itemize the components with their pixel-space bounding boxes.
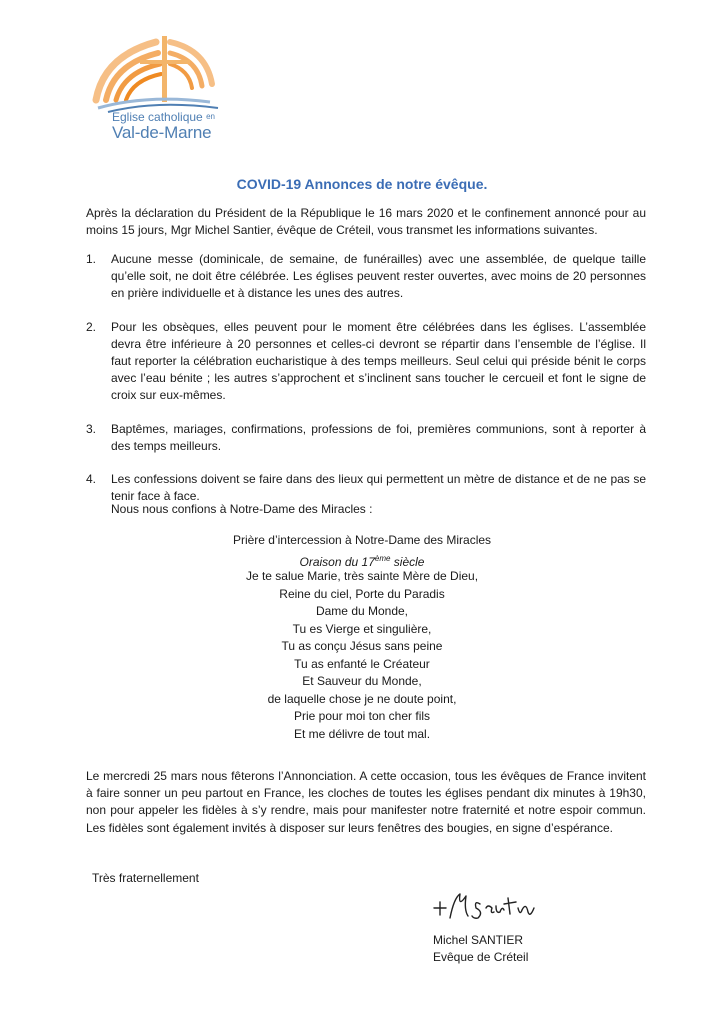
list-item — [86, 251, 646, 303]
list-item — [86, 421, 646, 455]
list-item — [86, 319, 646, 405]
logo-wordmark — [112, 111, 215, 141]
prayer-line: Dame du Monde, — [315, 604, 409, 618]
confions-line: Nous nous confions à Notre-Dame des Miracles : — [111, 502, 373, 516]
signoff: Très fraternellement — [92, 871, 199, 885]
prayer-line: Je te salue Marie, très sainte Mère de Dieu, — [245, 569, 479, 583]
document-title: COVID-19 Annonces de notre évêque. — [236, 176, 488, 192]
intro-paragraph: Après la déclaration du Président de la République le 16 mars 2020 et le confinement annoncé pour au moins 15 jours, Mgr Michel Santier, évêque de Créteil, vous transmet les informations suivantes. — [86, 206, 646, 237]
diocese-logo — [78, 28, 228, 140]
instructions-list — [86, 251, 646, 505]
list-number: 2. — [86, 319, 97, 334]
prayer-heading: Prière d’intercession à Notre-Dame des Miracles — [232, 533, 492, 547]
prayer-sub-sup: ème — [374, 553, 391, 563]
prayer-line: Reine du ciel, Porte du Paradis — [279, 586, 445, 601]
prayer-line: Et Sauveur du Monde, — [302, 674, 422, 688]
list-text: Aucune messe (dominicale, de semaine, de funérailles) avec une assemblée, de quelque taille qu’elle soit, ne doit être célébrée. Les églises peuvent rester ouvertes, avec moins de 20 personnes en prière individuelle et à distance les unes des autres. — [111, 252, 646, 301]
handwritten-signature-icon — [430, 888, 540, 924]
list-number: 3. — [86, 421, 97, 436]
prayer-sub-suffix: siècle — [390, 554, 425, 569]
prayer-text — [0, 568, 724, 743]
prayer-line: Tu as conçu Jésus sans peine — [281, 639, 443, 653]
prayer-line: Prie pour moi ton cher fils — [293, 709, 431, 723]
list-text: Pour les obsèques, elles peuvent pour le moment être célébrées dans les églises. L’assemblée devra être inférieure à 20 personnes et celles-ci devront se répartir dans l’ensemble de l’église. Il faut reporter la célébration eucharistique à des temps meilleurs. Seul celui qui préside bénit le corps avec l’eau bénite ; les autres s’approchent et s’inclinent sans toucher le cercueil et font le signe de croix sur eux-mêmes. — [111, 319, 646, 403]
closing-paragraph: Le mercredi 25 mars nous fêterons l’Annonciation. A cette occasion, tous les évêques de France invitent à faire sonner un peu partout en France, les cloches de toutes les églises pendant dix minutes à 19h30, non pour appeler les fidèles à s’y rendre, mais pour manifester notre fraternité et notre espoir commun. Les fidèles sont également invités à disposer sur leurs fenêtres des bougies, en signe d’espérance. — [86, 769, 646, 835]
list-number: 4. — [86, 472, 97, 487]
signatory-name: Michel SANTIER — [433, 933, 524, 947]
signatory-role: Evêque de Créteil — [433, 950, 529, 964]
list-text: Les confessions doivent se faire dans des lieux qui permettent un mètre de distance et de ne pas se tenir face à face. — [111, 472, 646, 504]
prayer-line: Tu es Vierge et singulière, — [292, 621, 432, 636]
prayer-line: Tu as enfanté le Créateur — [294, 656, 430, 671]
prayer-heading-block — [0, 532, 724, 571]
prayer-sub-prefix: Oraison du 17 — [299, 554, 375, 569]
list-number: 1. — [86, 252, 97, 266]
logo-line-2: Val-de-Marne — [112, 123, 212, 142]
logo-line-1 — [112, 111, 215, 123]
sunburst-cross-icon — [78, 28, 228, 113]
prayer-line: Et me délivre de tout mal. — [293, 726, 431, 741]
logo-en-text: en — [206, 112, 215, 121]
list-text: Baptêmes, mariages, confirmations, professions de foi, premières communions, sont à reporter à des temps meilleurs. — [111, 421, 646, 453]
prayer-line: de laquelle chose je ne doute point, — [267, 691, 457, 706]
logo-line-1-text: Eglise catholique — [112, 110, 203, 124]
